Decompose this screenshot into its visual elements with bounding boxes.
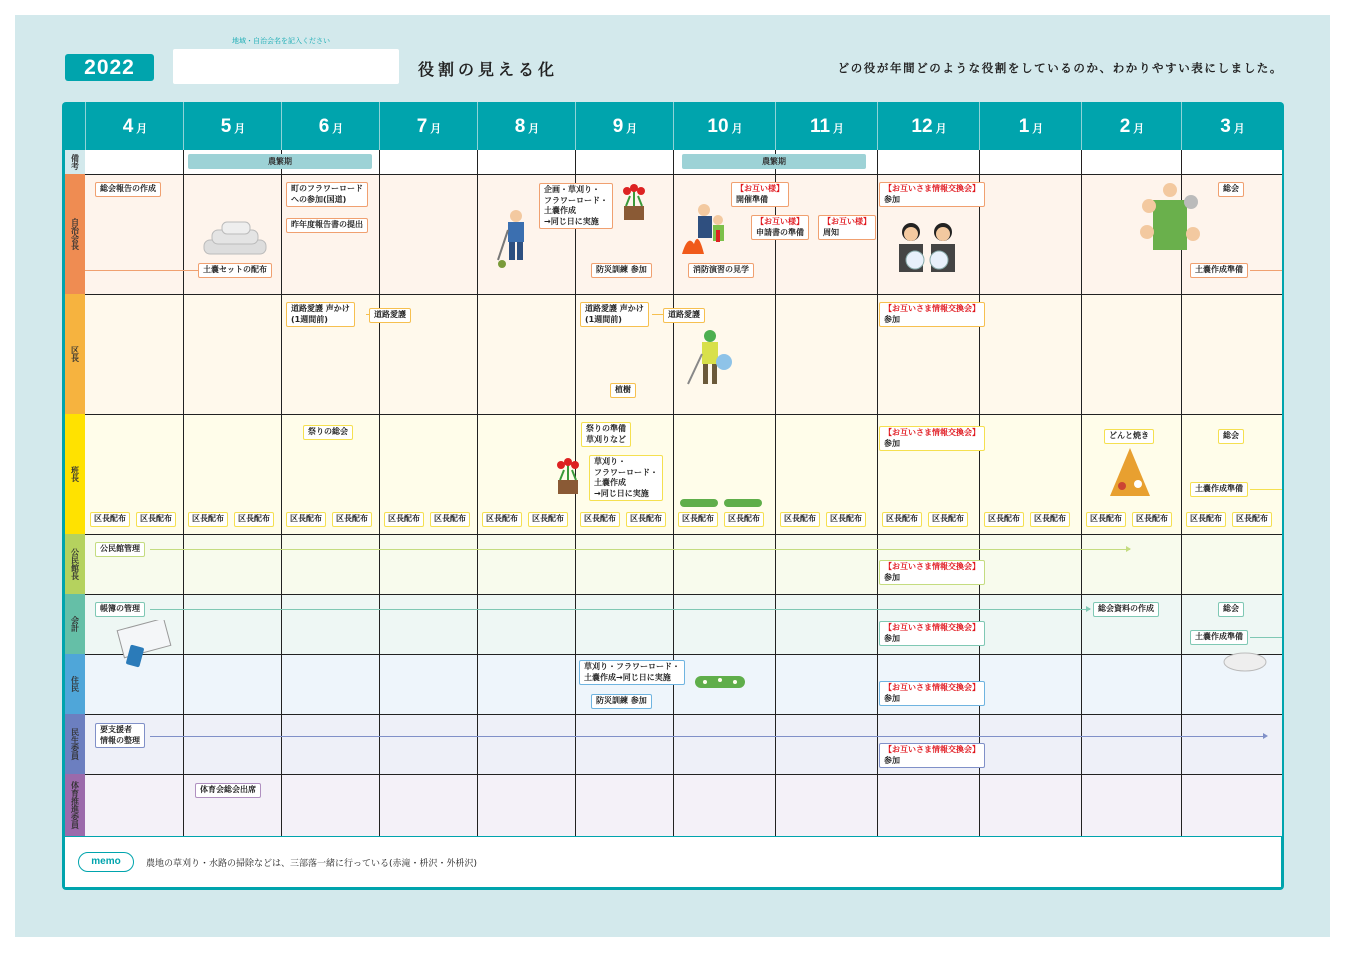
month-number: 5 — [220, 116, 232, 137]
district-distribution-item: 区長配布 — [528, 512, 568, 527]
year-badge: 2022 — [65, 54, 154, 81]
month-number: 3 — [1220, 116, 1231, 137]
district-distribution-item: 区長配布 — [286, 512, 326, 527]
district-distribution-item: 区長配布 — [882, 512, 922, 527]
column-divider — [979, 150, 980, 836]
row-label-7: 民生委員 — [65, 714, 85, 774]
task-item — [369, 308, 411, 323]
exchange-meeting-item — [879, 681, 985, 706]
month-header-1 — [979, 102, 1082, 150]
connector-line — [150, 549, 1130, 550]
item-text: 防災訓練 参加 — [596, 696, 647, 705]
item-tag: 【お互いさま情報交換会】 — [884, 428, 980, 437]
item-text: 企画・草刈り・ フラワーロード・ 土嚢作成 →同じ日に実施 — [544, 185, 608, 226]
tulip-pot-illustration — [554, 456, 582, 496]
task-item — [1218, 182, 1244, 197]
item-text: 草刈り・ フラワーロード・ 土嚢作成 →同じ日に実施 — [594, 457, 658, 498]
district-distribution-item: 区長配布 — [984, 512, 1024, 527]
item-tag: 【お互い様】 — [823, 217, 871, 226]
task-item — [95, 182, 161, 197]
month-unit: 月 — [430, 123, 442, 135]
busy-farming-period-bar: 農繁期 — [682, 154, 866, 169]
task-item — [610, 383, 636, 398]
row-label-6: 住民 — [65, 654, 85, 714]
month-header-6 — [281, 102, 380, 150]
district-distribution-item: 区長配布 — [1132, 512, 1172, 527]
task-item — [303, 425, 353, 440]
page-title: 役割の見える化 — [418, 60, 559, 79]
item-text: 草刈り・フラワーロード・ 土嚢作成→同じ日に実施 — [584, 662, 680, 682]
row-divider — [85, 414, 1282, 415]
district-distribution-item: 区長配布 — [136, 512, 176, 527]
task-item — [195, 783, 261, 798]
item-text: 道路愛護 — [668, 310, 700, 319]
month-number: 9 — [612, 116, 624, 137]
row-background — [85, 534, 1282, 594]
column-divider — [379, 150, 380, 836]
exchange-meeting-item — [879, 743, 985, 768]
month-number: 7 — [416, 116, 428, 137]
arrow-head-icon — [1086, 606, 1091, 612]
item-text: 祭りの総会 — [308, 427, 348, 436]
district-distribution-item: 区長配布 — [1086, 512, 1126, 527]
row-label-4: 公民館長 — [65, 534, 85, 594]
district-distribution-item: 区長配布 — [332, 512, 372, 527]
item-text: 総会資料の作成 — [1098, 604, 1154, 613]
row-label-0: 備考 — [65, 150, 85, 174]
month-number: 11 — [809, 116, 831, 137]
arrow-head-icon — [1263, 733, 1268, 739]
district-distribution-item: 区長配布 — [626, 512, 666, 527]
ledger-calculator-illustration — [114, 620, 172, 670]
meeting-people-illustration — [1135, 180, 1205, 254]
month-number: 12 — [911, 116, 933, 137]
item-text: 開催準備 — [736, 194, 768, 204]
row-background — [85, 714, 1282, 774]
item-text: 要支援者 情報の整理 — [100, 725, 140, 745]
arrow-head-icon — [1126, 546, 1131, 552]
month-header-4 — [85, 102, 184, 150]
connector-line — [1250, 637, 1282, 638]
hedge-illustration — [680, 492, 766, 502]
district-distribution-item: 区長配布 — [724, 512, 764, 527]
district-distribution-item: 区長配布 — [188, 512, 228, 527]
item-text: 消防演習の見学 — [693, 265, 749, 274]
month-header-8 — [477, 102, 576, 150]
exchange-meeting-item — [879, 426, 985, 451]
sandbags-illustration — [202, 220, 268, 256]
task-item — [580, 302, 649, 327]
row-label-1: 自治会長 — [65, 174, 85, 294]
task-item — [1093, 602, 1159, 617]
item-text: 道路愛護 — [374, 310, 406, 319]
task-item — [286, 182, 368, 207]
month-header-9 — [575, 102, 674, 150]
row-label-8: 体育推進委員 — [65, 774, 85, 836]
row-divider — [85, 534, 1282, 535]
staff-with-info-illustration — [893, 220, 963, 274]
task-item — [591, 694, 652, 709]
connector-line — [1250, 489, 1282, 490]
task-item — [1104, 429, 1154, 444]
item-text: どんと焼き — [1109, 431, 1149, 440]
item-tag: 【お互いさま情報交換会】 — [884, 562, 980, 571]
connector-line — [85, 270, 198, 271]
page-subtitle: どの役が年間どのような役割をしているのか、わかりやすい表にしました。 — [837, 61, 1283, 75]
item-text: 参加 — [884, 194, 900, 204]
item-text: 土嚢作成準備 — [1195, 632, 1243, 641]
organization-name-input[interactable] — [173, 49, 399, 84]
month-unit: 月 — [935, 123, 947, 135]
task-item — [1218, 429, 1244, 444]
hedge-illustration — [695, 673, 745, 687]
column-divider — [477, 150, 478, 836]
exchange-meeting-item — [751, 215, 809, 240]
district-distribution-item: 区長配布 — [430, 512, 470, 527]
task-item — [581, 422, 631, 447]
task-item — [95, 602, 145, 617]
row-divider — [85, 294, 1282, 295]
exchange-meeting-item — [879, 182, 985, 207]
district-distribution-item: 区長配布 — [384, 512, 424, 527]
column-divider — [673, 150, 674, 836]
exchange-meeting-item — [879, 560, 985, 585]
grass-cutting-person-illustration — [494, 206, 534, 270]
district-distribution-item: 区長配布 — [1232, 512, 1272, 527]
month-unit: 月 — [626, 123, 638, 135]
item-tag: 【お互い様】 — [736, 184, 784, 193]
connector-line — [150, 736, 1266, 737]
month-header-3 — [1181, 102, 1283, 150]
item-tag: 【お互いさま情報交換会】 — [884, 623, 980, 632]
column-divider — [183, 150, 184, 836]
task-item — [286, 218, 368, 233]
month-number: 2 — [1119, 116, 1131, 137]
item-tag: 【お互いさま情報交換会】 — [884, 745, 980, 754]
item-text: 昨年度報告書の提出 — [291, 220, 363, 229]
row-label-5: 会計 — [65, 594, 85, 654]
item-text: 総会 — [1223, 604, 1239, 613]
item-tag: 【お互い様】 — [756, 217, 804, 226]
busy-farming-period-bar: 農繁期 — [188, 154, 372, 169]
item-text: 町のフラワーロード への参加(国道) — [291, 184, 363, 204]
item-text: 防災訓練 参加 — [596, 265, 647, 274]
row-background — [85, 774, 1282, 836]
month-header-2 — [1081, 102, 1182, 150]
item-text: 周知 — [823, 227, 839, 237]
task-item — [589, 455, 663, 501]
task-item — [591, 263, 652, 278]
dondo-yaki-bonfire-illustration — [1108, 446, 1152, 498]
memo-text: 農地の草刈り・水路の掃除などは、三部落一緒に行っている(赤滝・枡沢・外枡沢) — [146, 859, 478, 869]
item-text: 申請書の準備 — [756, 227, 804, 237]
task-item — [539, 183, 613, 229]
task-item — [286, 302, 355, 327]
item-text: 参加 — [884, 438, 900, 448]
month-unit: 月 — [731, 123, 743, 135]
month-number: 6 — [318, 116, 330, 137]
item-text: 公民館管理 — [100, 544, 140, 553]
month-unit: 月 — [528, 123, 540, 135]
month-unit: 月 — [234, 123, 246, 135]
month-header-7 — [379, 102, 478, 150]
column-divider — [877, 150, 878, 836]
item-text: 植樹 — [615, 385, 631, 394]
tulip-pot-illustration — [620, 184, 648, 222]
connector-line — [150, 609, 1090, 610]
item-text: 総会報告の作成 — [100, 184, 156, 193]
month-unit: 月 — [1032, 123, 1044, 135]
task-item — [95, 542, 145, 557]
connector-line — [1250, 270, 1282, 271]
district-distribution-item: 区長配布 — [580, 512, 620, 527]
item-text: 土嚢作成準備 — [1195, 484, 1243, 493]
district-distribution-item: 区長配布 — [482, 512, 522, 527]
task-item — [688, 263, 754, 278]
month-header-5 — [183, 102, 282, 150]
fire-drill-illustration — [680, 200, 728, 256]
task-item — [1190, 263, 1248, 278]
month-unit: 月 — [136, 123, 148, 135]
item-text: 土嚢セットの配布 — [203, 265, 267, 274]
item-tag: 【お互いさま情報交換会】 — [884, 184, 980, 193]
item-text: 道路愛護 声かけ (1週間前) — [291, 304, 350, 324]
exchange-meeting-item — [731, 182, 789, 207]
month-header-10 — [673, 102, 776, 150]
row-divider — [85, 714, 1282, 715]
exchange-meeting-item — [879, 621, 985, 646]
item-text: 祭りの準備 草刈りなど — [586, 424, 626, 444]
organization-name-hint: 地域・自治会名を記入ください — [232, 37, 330, 45]
task-item — [95, 723, 145, 748]
month-number: 4 — [122, 116, 134, 137]
road-cleanup-person-illustration — [686, 328, 734, 390]
row-label-2: 区長 — [65, 294, 85, 414]
item-text: 参加 — [884, 693, 900, 703]
district-distribution-item: 区長配布 — [826, 512, 866, 527]
item-text: 体育会総会出席 — [200, 785, 256, 794]
district-distribution-item: 区長配布 — [234, 512, 274, 527]
row-label-3: 班長 — [65, 414, 85, 534]
month-number: 10 — [707, 116, 729, 137]
item-text: 総会 — [1223, 184, 1239, 193]
task-item — [198, 263, 272, 278]
month-unit: 月 — [833, 123, 845, 135]
item-tag: 【お互いさま情報交換会】 — [884, 304, 980, 313]
column-divider — [775, 150, 776, 836]
task-item — [663, 308, 705, 323]
district-distribution-item: 区長配布 — [928, 512, 968, 527]
row-divider — [85, 654, 1282, 655]
month-unit: 月 — [1133, 123, 1145, 135]
row-divider — [85, 174, 1282, 175]
district-distribution-item: 区長配布 — [1186, 512, 1226, 527]
item-tag: 【お互いさま情報交換会】 — [884, 683, 980, 692]
item-text: 帳簿の管理 — [100, 604, 140, 613]
memo-badge: memo — [78, 852, 134, 872]
item-text: 道路愛護 声かけ (1週間前) — [585, 304, 644, 324]
row-divider — [85, 774, 1282, 775]
item-text: 総会 — [1223, 431, 1239, 440]
row-divider — [85, 594, 1282, 595]
task-item — [1190, 630, 1248, 645]
district-distribution-item: 区長配布 — [780, 512, 820, 527]
task-item — [1218, 602, 1244, 617]
item-text: 参加 — [884, 755, 900, 765]
column-divider — [1081, 150, 1082, 836]
column-divider — [281, 150, 282, 836]
district-distribution-item: 区長配布 — [1030, 512, 1070, 527]
district-distribution-item: 区長配布 — [90, 512, 130, 527]
item-text: 土嚢作成準備 — [1195, 265, 1243, 274]
item-text: 参加 — [884, 572, 900, 582]
district-distribution-item: 区長配布 — [678, 512, 718, 527]
month-header-11 — [775, 102, 878, 150]
sandbag-illustration — [1222, 650, 1268, 674]
month-unit: 月 — [1233, 123, 1245, 135]
item-text: 参加 — [884, 314, 900, 324]
task-item — [1190, 482, 1248, 497]
month-number: 8 — [514, 116, 526, 137]
item-text: 参加 — [884, 633, 900, 643]
exchange-meeting-item — [879, 302, 985, 327]
exchange-meeting-item — [818, 215, 876, 240]
task-item — [579, 660, 685, 685]
month-number: 1 — [1018, 116, 1030, 137]
month-unit: 月 — [332, 123, 344, 135]
month-header-12 — [877, 102, 980, 150]
